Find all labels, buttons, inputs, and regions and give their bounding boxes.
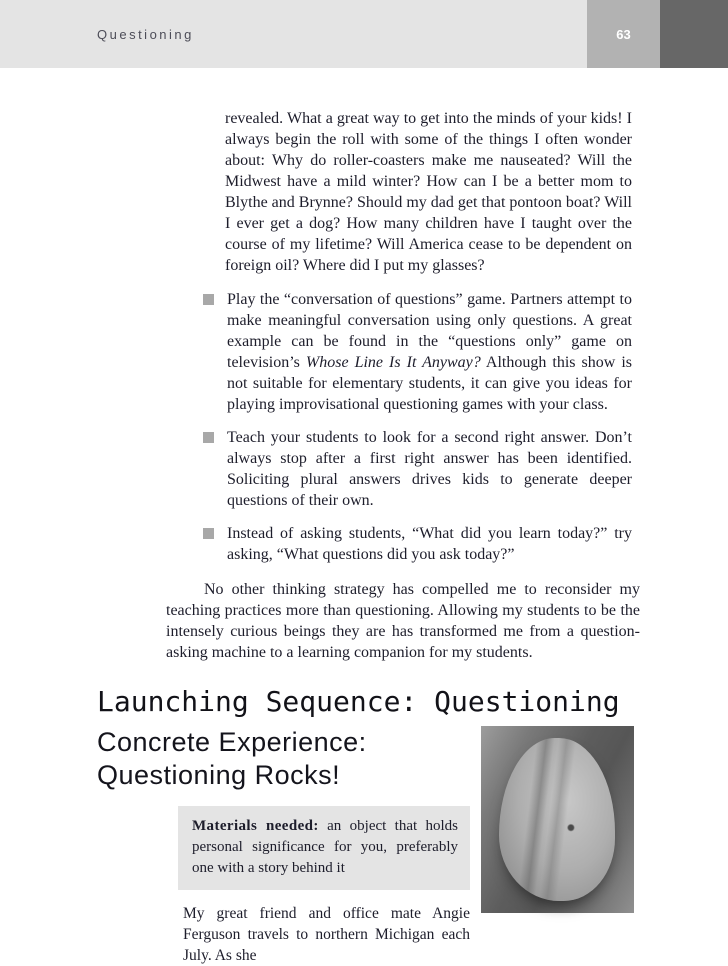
page-number-box <box>587 0 660 68</box>
materials-text: an object that holds personal significance for you, preferably one with a story behind it <box>192 818 459 876</box>
page-number: 63 <box>616 26 631 42</box>
bullet-text-italic: Whose Line Is It Anyway? <box>305 354 481 371</box>
list-item <box>203 289 632 415</box>
section-title: Launching Sequence: Questioning <box>97 685 620 718</box>
materials-needed-box <box>178 806 470 890</box>
subsection-title-line1: Concrete Experience: <box>97 727 367 757</box>
bullet-text: Although this show is not suitable for elementary students, it can give you ideas for playing improvisational questioning games with your class. <box>227 354 632 413</box>
body-paragraph: My great friend and office mate Angie Ferguson travels to northern Michigan each July. As she <box>183 905 470 964</box>
list-item <box>203 523 632 565</box>
bullet-text: Play the “conversation of questions” game. Partners attempt to make meaningful conversation using only questions. A great example can be found in the “questions only” game on television’s <box>227 291 632 371</box>
bullet-list <box>203 289 632 565</box>
list-item <box>203 427 632 511</box>
subsection-title-line2: Questioning Rocks! <box>97 760 341 790</box>
rock-photo <box>481 726 634 913</box>
subsection-title <box>97 726 477 792</box>
square-bullet-icon <box>203 528 214 539</box>
corner-decoration <box>660 0 728 68</box>
bullet-text: Instead of asking students, “What did you learn today?” try asking, “What questions did you ask today?” <box>227 525 632 563</box>
page-header <box>0 0 728 68</box>
square-bullet-icon <box>203 294 214 305</box>
launch-section <box>0 726 728 966</box>
header-band <box>0 0 587 68</box>
running-head: Questioning <box>97 26 194 42</box>
closing-paragraph: No other thinking strategy has compelled me to reconsider my teaching practices more than questioning. Allowing my students to be the intensely curious beings they are has transformed me from a question-asking machine to a learning companion for my students. <box>166 581 640 661</box>
rock-image <box>499 738 615 901</box>
materials-label: Materials needed: <box>192 818 319 834</box>
intro-paragraph: revealed. What a great way to get into the minds of your kids! I always begin the roll with some of the things I often wonder about: Why do roller-coasters make me nauseated? Will the Midwest have a mild winter? How can I be a better mom to Blythe and Brynne? Should my dad get that pontoon boat? Will I ever get a dog? How many children have I taught over the course of my lifetime? Will America cease to be dependent on foreign oil? Where did I put my glasses? <box>225 110 632 274</box>
square-bullet-icon <box>203 432 214 443</box>
bullet-text: Teach your students to look for a second right answer. Don’t always stop after a first right answer has been identified. Soliciting plural answers drives kids to generate deeper questions of their own. <box>227 429 632 509</box>
